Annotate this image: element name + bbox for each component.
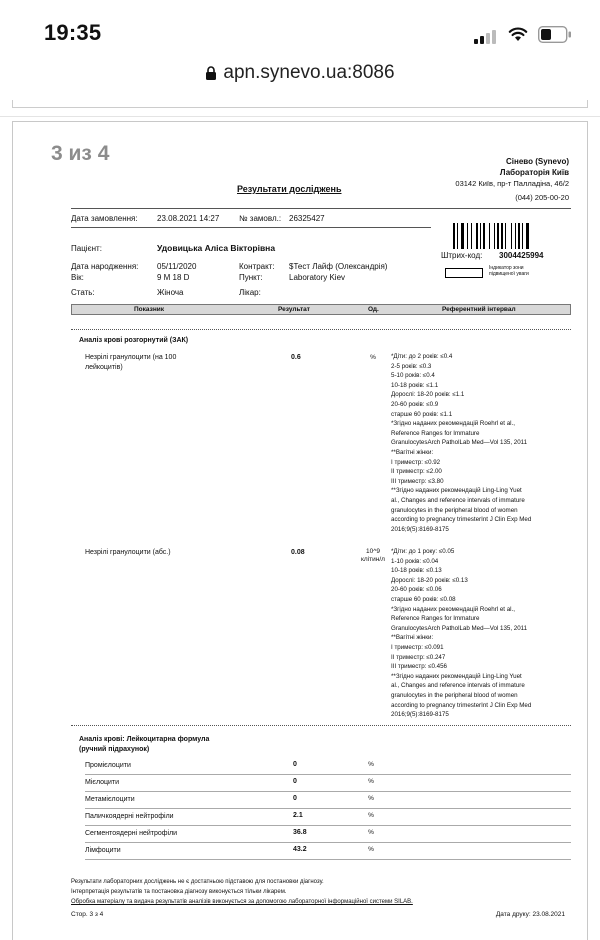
table-row-result: 0 (293, 761, 297, 768)
reference-line: Reference Ranges for Immature (391, 429, 480, 437)
section-title: Аналіз крові розгорнутий (ЗАК) (79, 337, 189, 344)
footer-note: Результати лабораторних досліджень не є достатньою підставою для постановки діагнозу. (71, 879, 324, 885)
barcode-bar (505, 223, 506, 249)
cellular-signal-icon (474, 28, 498, 44)
reference-line: 10-18 років: ≤1.1 (391, 381, 439, 389)
order-no: 26325427 (289, 214, 325, 223)
barcode-bar (467, 223, 468, 249)
row-divider (85, 825, 571, 826)
barcode-label: Штрих-код: (441, 251, 483, 260)
reference-line: Reference Ranges for Immature (391, 615, 480, 623)
reference-line: according to pregnancy trimesterInt J Clin Exp Med (391, 516, 532, 524)
doctor-label: Лікар: (239, 288, 261, 297)
lab-address: 03142 Київ, пр-т Палладіна, 46/2 (455, 179, 569, 188)
divider (71, 208, 571, 209)
barcode-bar (457, 223, 458, 249)
barcode-bar (526, 223, 529, 249)
results-table-header (71, 304, 571, 315)
col-indicator: Показник (134, 306, 164, 313)
table-row-result: 0.08 (291, 549, 305, 556)
footer-note: Обробка матеріалу та видача результатів аналізів виконується за допомогою лабораторної інформаційної системи SILAB. (71, 899, 413, 905)
table-row-name: Незрілі гранулоцити (абс.) (85, 549, 171, 556)
lab-info (455, 156, 569, 203)
reference-line: 5-10 років: ≤0.4 (391, 372, 435, 380)
row-divider (85, 842, 571, 843)
table-row-unit: 10^9 клітин/л (361, 548, 385, 563)
table-row-unit: % (368, 795, 374, 802)
reference-line: I триместр: ≤0.091 (391, 643, 444, 651)
sex: Жіноча (157, 288, 184, 297)
patient-name: Удовицька Аліса Вікторівна (157, 243, 276, 253)
order-date-label: Дата замовлення: (71, 214, 138, 223)
reference-line: granulocytes in the peripheral blood of women (391, 506, 518, 514)
barcode-bar (483, 223, 485, 249)
reference-line: 20-60 років: ≤0.06 (391, 586, 442, 594)
section-title: Аналіз крові: Лейкоцитарна формула (ручний підрахунок) (79, 736, 210, 753)
divider (71, 725, 571, 726)
row-divider (85, 859, 571, 860)
reference-line: 2016;9(5):8169-8175 (391, 711, 449, 719)
reference-line: старше 60 років: ≤0.08 (391, 595, 456, 603)
divider (0, 116, 600, 117)
reference-line: III триместр: ≤3.80 (391, 477, 444, 485)
lab-phone: (044) 205-00-20 (515, 193, 569, 202)
table-row-result: 0 (293, 795, 297, 802)
reference-line: GranulocytesArch PatholLab Med—Vol 135, 2011 (391, 624, 528, 632)
reference-line: *Діти: до 2 років: ≤0.4 (391, 353, 453, 360)
reference-line: Дорослі: 18-20 років: ≤1.1 (391, 391, 465, 399)
barcode-bar (522, 223, 523, 249)
barcode-bar (480, 223, 481, 249)
table-row-name: Незрілі гранулоцити (на 100 лейкоцитів) (85, 354, 177, 371)
barcode-bar (471, 223, 472, 249)
reference-line: al., Changes and reference intervals of immature (391, 496, 525, 504)
wifi-icon (508, 26, 528, 42)
reference-line: **Вагітні жінки: (391, 634, 434, 642)
barcode-bar (497, 223, 499, 249)
table-row-unit: % (368, 829, 374, 836)
table-row-result: 0.6 (291, 354, 301, 361)
table-row-result: 0 (293, 778, 297, 785)
order-no-label: № замовл.: (239, 214, 282, 223)
reference-line: 2-5 років: ≤0.3 (391, 362, 432, 370)
patient-label: Пацієнт: (71, 244, 102, 253)
barcode-value: 3004425994 (499, 251, 544, 260)
barcode-bar (501, 223, 503, 249)
row-divider (85, 808, 571, 809)
reference-line: старше 60 років: ≤1.1 (391, 410, 453, 418)
indicator-label: Індикатор зони підвищеної уваги (489, 265, 529, 277)
report-title: Результати досліджень (237, 184, 342, 194)
status-time: 19:35 (44, 20, 102, 45)
birth-date: 05/11/2020 (157, 262, 197, 271)
table-row-name: Мієлоцити (85, 779, 120, 786)
barcode-bar (511, 223, 512, 249)
battery-icon (538, 26, 572, 43)
col-result: Результат (278, 306, 310, 313)
footer-note: Інтерпретація результатів та постановка діагнозу виконується тільки лікарем. (71, 889, 287, 895)
table-row-unit: % (368, 846, 374, 853)
divider (71, 329, 571, 330)
point-label: Пункт: (239, 273, 263, 282)
row-divider (85, 774, 571, 775)
table-row-result: 2.1 (293, 812, 303, 819)
age-label: Вік: (71, 273, 84, 282)
table-row-result: 43.2 (293, 846, 307, 853)
reference-line: *Діти: до 1 року: ≤0.05 (391, 548, 455, 555)
reference-line: granulocytes in the peripheral blood of women (391, 691, 518, 699)
url-text: apn.synevo.ua:8086 (223, 62, 395, 83)
lab-branch: Лабораторія Київ (499, 168, 569, 177)
status-bar (0, 0, 600, 62)
birth-label: Дата народження: (71, 262, 139, 271)
table-row-unit: % (368, 761, 374, 768)
barcode-bar (494, 223, 495, 249)
reference-line: III триместр: ≤0.456 (391, 663, 447, 671)
order-date: 23.08.2021 14:27 (157, 214, 220, 223)
page-indicator: 3 из 4 (51, 142, 110, 165)
sex-label: Стать: (71, 288, 95, 297)
reference-interval (391, 352, 531, 534)
row-divider (85, 791, 571, 792)
barcode-bar (489, 223, 490, 249)
table-row-result: 36.8 (293, 829, 307, 836)
previous-page-edge (12, 100, 588, 108)
barcode-bar (453, 223, 455, 249)
contract-label: Контракт: (239, 262, 275, 271)
reference-line: **Згідно наданих рекомендацій Ling-Ling Yuet (391, 487, 522, 495)
table-row-unit: % (370, 354, 376, 361)
reference-line: according to pregnancy trimesterInt J Clin Exp Med (391, 701, 532, 709)
table-row-name: Паличкоядерні нейтрофіли (85, 813, 174, 820)
reference-interval (391, 547, 531, 720)
page-number: Стор. 3 з 4 (71, 911, 104, 918)
reference-line: II триместр: ≤0.247 (391, 653, 446, 661)
reference-line: *Згідно наданих рекомендацій Roehrl et al., (391, 420, 515, 428)
table-row-name: Лімфоцити (85, 847, 121, 854)
reference-line: **Вагітні жінки: (391, 448, 434, 456)
reference-line: 20-60 років: ≤0.9 (391, 400, 439, 408)
table-row-name: Сегментоядерні нейтрофіли (85, 830, 178, 837)
contract: $Тест Лайф (Олександрія) (289, 262, 388, 271)
divider (71, 227, 431, 228)
table-row-name: Метамієлоцити (85, 796, 135, 803)
col-unit: Од. (368, 306, 379, 313)
point: Laboratory Kiev (289, 273, 346, 282)
reference-line: al., Changes and reference intervals of immature (391, 682, 525, 690)
reference-line: I триместр: ≤0.92 (391, 458, 441, 466)
reference-line: Дорослі: 18-20 років: ≤0.13 (391, 576, 468, 584)
table-row-name: Промієлоцити (85, 762, 131, 769)
document-page[interactable] (12, 121, 588, 940)
reference-line: *Згідно наданих рекомендацій Roehrl et al., (391, 605, 515, 613)
reference-line: 1-10 років: ≤0.04 (391, 557, 439, 565)
lab-name: Сінево (Synevo) (506, 157, 569, 166)
barcode-bar (476, 223, 478, 249)
reference-line: **Згідно наданих рекомендацій Ling-Ling Yuet (391, 672, 522, 680)
print-date: Дата друку: 23.08.2021 (495, 911, 565, 918)
indicator-box (445, 268, 483, 278)
barcode-bar (461, 223, 464, 249)
lock-icon (205, 66, 217, 80)
barcode-bar (515, 223, 516, 249)
barcode-bar (518, 223, 520, 249)
reference-line: 2016;9(5):8169-8175 (391, 525, 449, 533)
reference-line: 10-18 років: ≤0.13 (391, 567, 442, 575)
barcode (453, 223, 547, 249)
reference-line: II триместр: ≤2.00 (391, 468, 442, 476)
table-row-unit: % (368, 778, 374, 785)
reference-line: GranulocytesArch PatholLab Med—Vol 135, 2011 (391, 439, 528, 447)
age: 9 M 18 D (157, 273, 190, 282)
table-row-unit: % (368, 812, 374, 819)
address-bar[interactable] (0, 62, 600, 96)
col-reference: Референтний інтервал (442, 306, 516, 313)
